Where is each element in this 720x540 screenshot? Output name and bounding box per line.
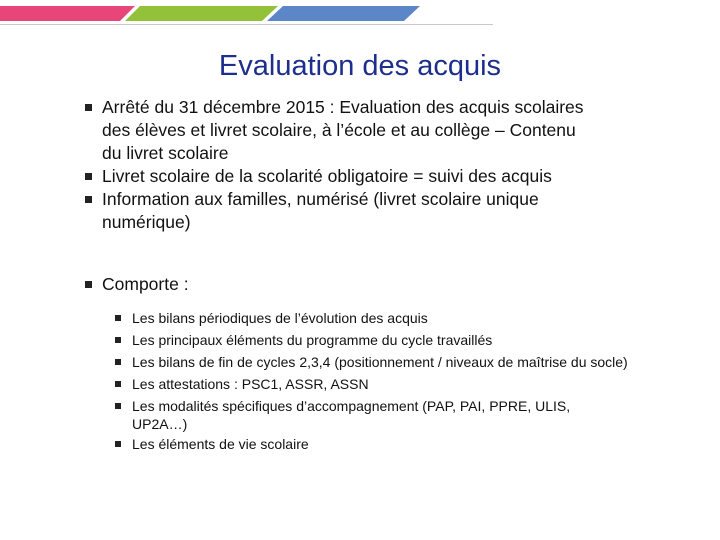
sub-bullet-list: [115, 307, 715, 455]
main-bullet-list: [85, 96, 695, 296]
bullet-item: [85, 165, 695, 188]
square-bullet-icon: [115, 373, 121, 395]
square-bullet-icon: [115, 351, 121, 373]
square-bullet-icon: [85, 96, 92, 120]
bullet-text-line: des élèves et livret scolaire, à l’école et au collège – Contenu: [102, 120, 576, 140]
deco-stripe-blue: [267, 6, 420, 21]
bullet-text-line: Arrêté du 31 décembre 2015 : Evaluation des acquis scolaires: [102, 97, 584, 117]
sub-bullet-text: Les bilans périodiques de l’évolution des acquis: [132, 310, 428, 326]
bullet-text-line: Livret scolaire de la scolarité obligatoire = suivi des acquis: [102, 166, 552, 186]
square-bullet-icon: [85, 165, 92, 189]
sub-bullet-text: Les modalités spécifiques d’accompagnement (PAP, PAI, PPRE, ULIS,: [132, 398, 571, 414]
sub-bullet-item: [115, 307, 715, 329]
sub-bullet-item: [115, 329, 715, 351]
bullet-text-line: numérique): [102, 212, 191, 232]
bullet-item-comporte: [85, 273, 695, 296]
sub-bullet-text: Les attestations : PSC1, ASSR, ASSN: [132, 376, 369, 392]
square-bullet-icon: [115, 329, 121, 351]
spacer: [85, 234, 695, 273]
square-bullet-icon: [115, 433, 121, 455]
sub-bullet-text: Les bilans de fin de cycles 2,3,4 (positionnement / niveaux de maîtrise du socle): [132, 354, 628, 370]
sub-bullet-text-continuation: UP2A…): [132, 416, 188, 432]
bullet-text-line: Information aux familles, numérisé (livret scolaire unique: [102, 189, 539, 209]
bullet-text-line: du livret scolaire: [102, 143, 229, 163]
comporte-label: Comporte :: [102, 274, 189, 294]
square-bullet-icon: [85, 273, 92, 297]
header-divider: [0, 24, 493, 25]
sub-bullet-item: [115, 351, 715, 373]
square-bullet-icon: [85, 188, 92, 212]
slide-title: Evaluation des acquis: [218, 50, 502, 82]
square-bullet-icon: [115, 395, 121, 417]
deco-stripe-green: [125, 6, 278, 21]
sub-bullet-item: [115, 373, 715, 395]
bullet-item: [85, 188, 695, 234]
sub-bullet-text: Les principaux éléments du programme du cycle travaillés: [132, 332, 493, 348]
square-bullet-icon: [115, 307, 121, 329]
header-decoration: [0, 0, 495, 26]
bullet-item: [85, 96, 695, 165]
sub-bullet-text: Les éléments de vie scolaire: [132, 436, 309, 452]
sub-bullet-item: [115, 433, 715, 455]
deco-stripe-pink: [0, 6, 135, 21]
sub-bullet-item: [115, 395, 715, 433]
